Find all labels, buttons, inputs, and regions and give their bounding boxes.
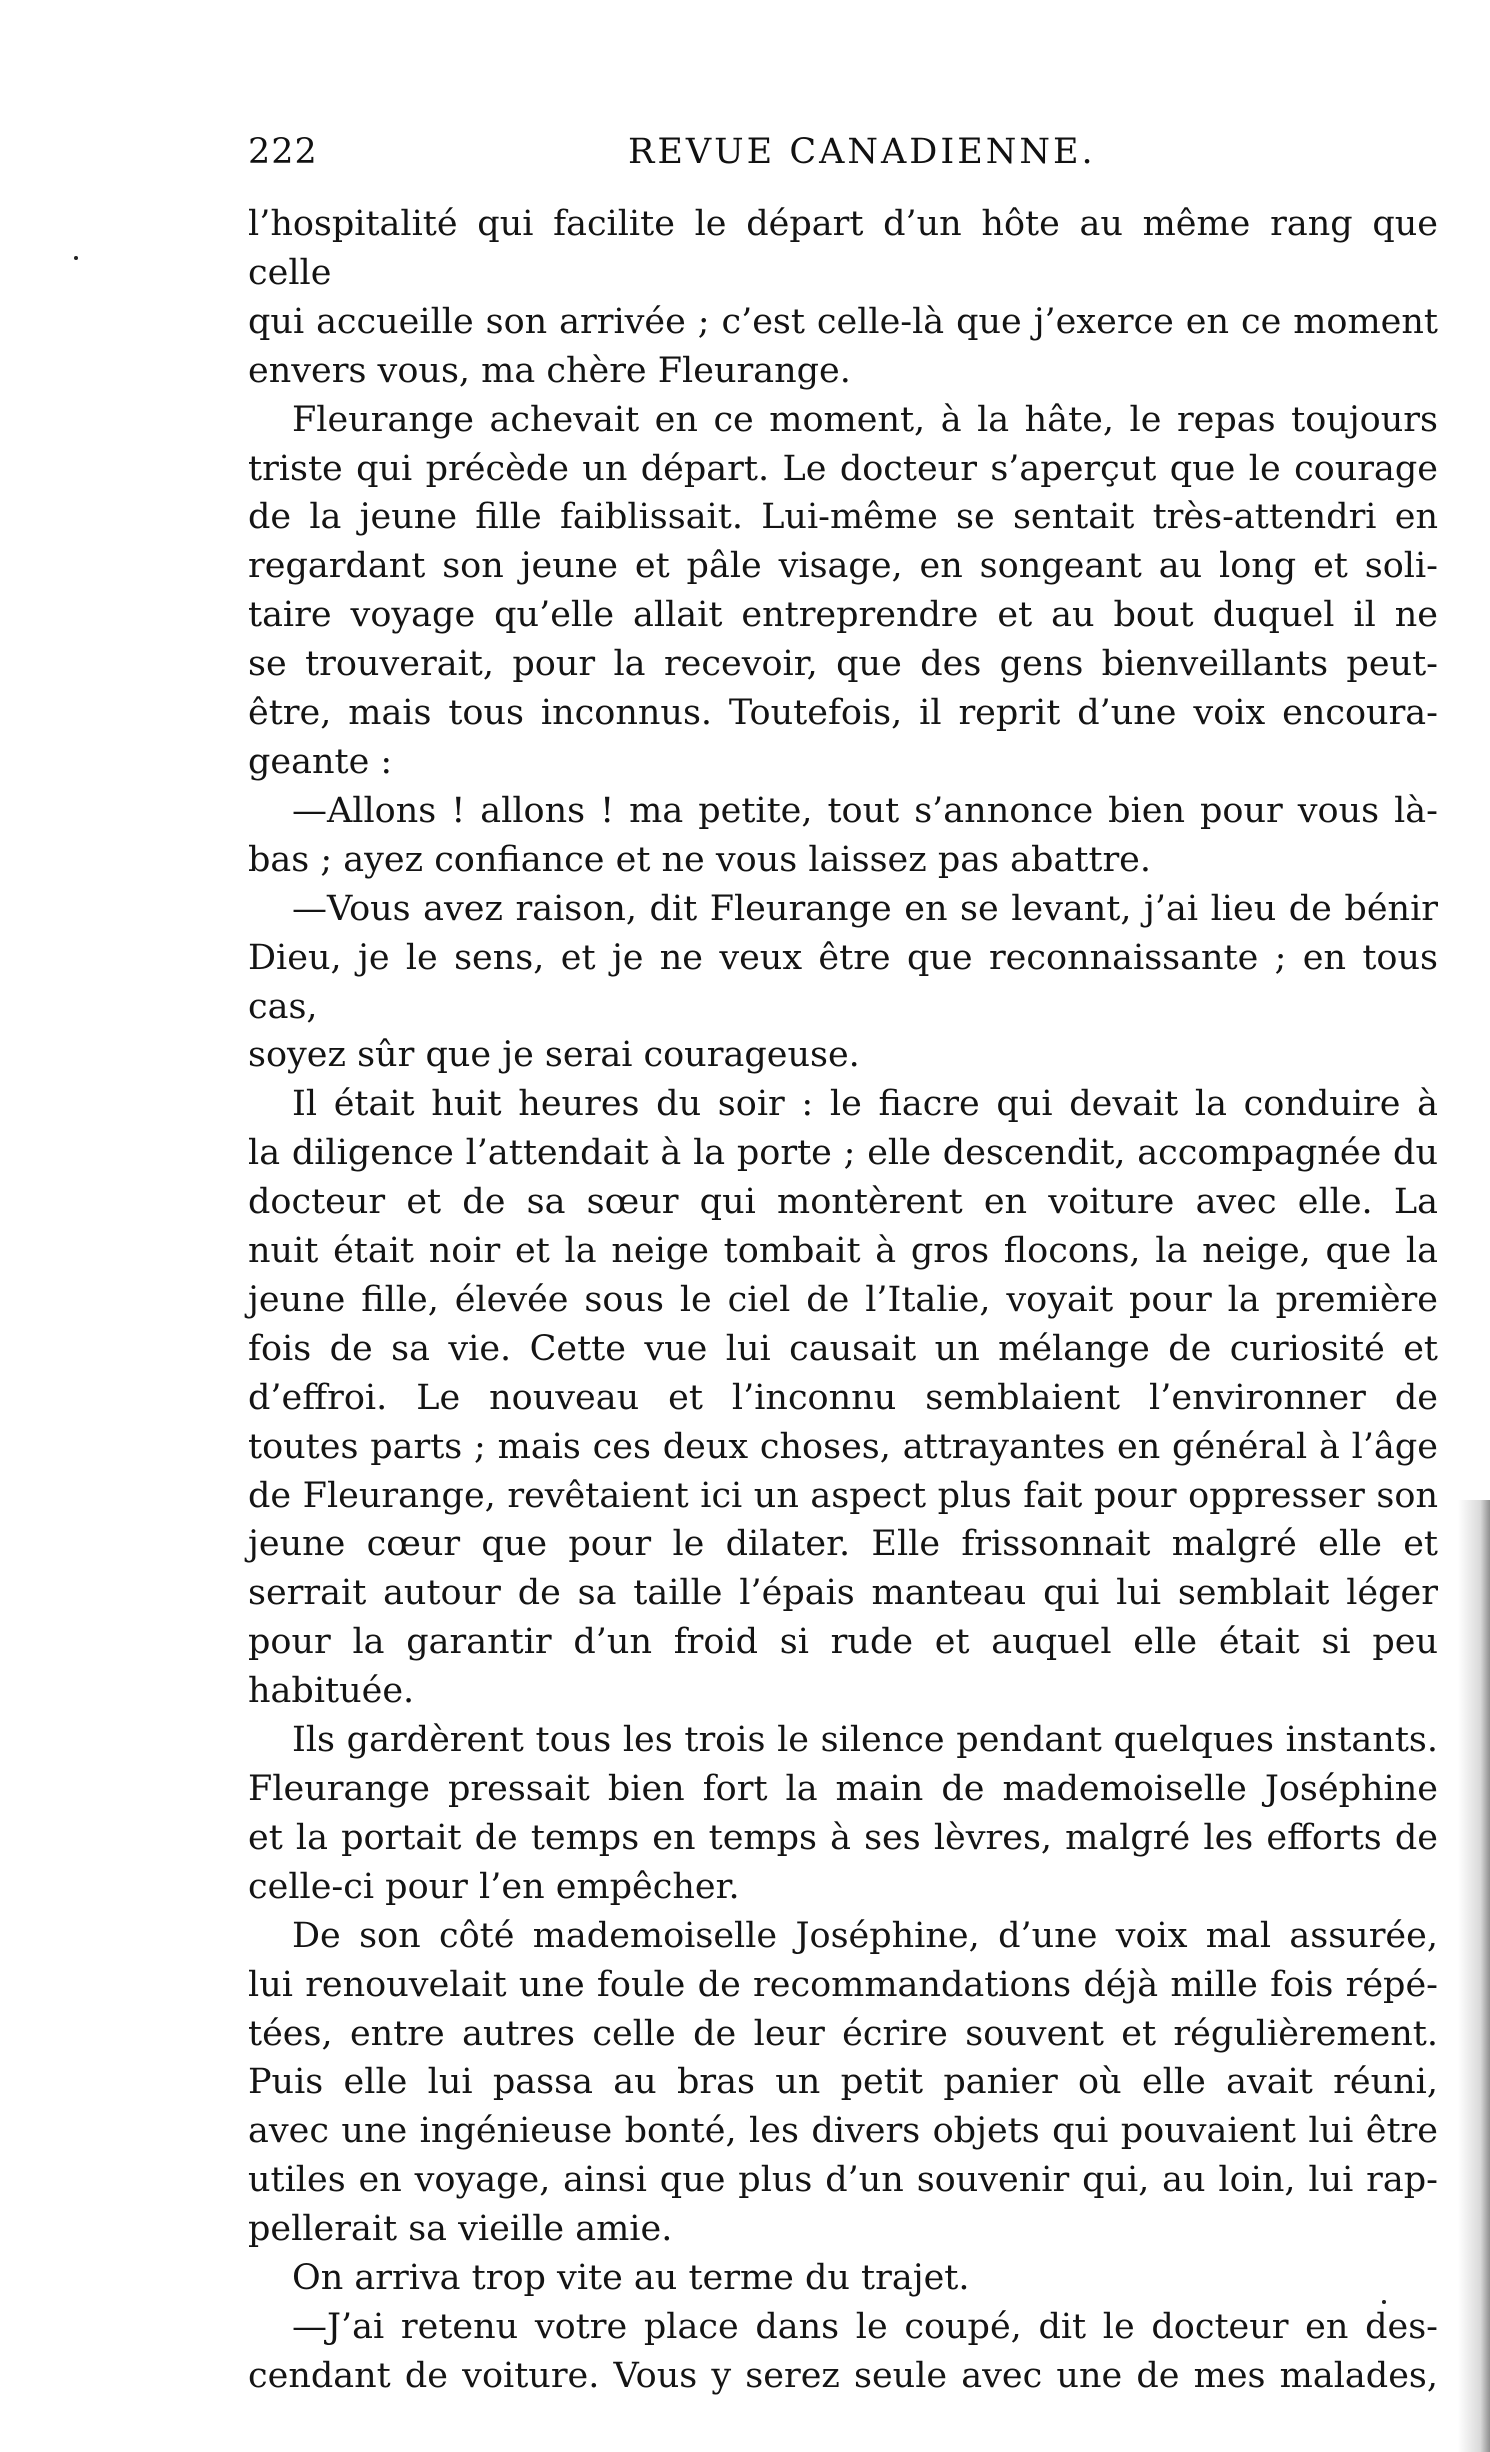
page-header [248,132,1104,182]
text-line: utiles en voyage, ainsi que plus d’un souvenir qui, au loin, lui rap- [248,2160,1438,2201]
ink-speck [74,256,78,260]
text-line: fois de sa vie. Cette vue lui causait un mélange de curiosité et [248,1328,1438,1369]
dialogue-line: —Allons ! allons ! ma petite, tout s’annonce bien pour vous là- [292,790,1438,831]
text-line: lui renouvelait une foule de recommandations déjà mille fois répé- [248,1964,1438,2005]
text-line: serrait autour de sa taille l’épais manteau qui lui semblait léger [248,1573,1438,1614]
text-line: d’effroi. Le nouveau et l’inconnu semblaient l’environner de [248,1377,1438,1418]
text-line: taire voyage qu’elle allait entreprendre et au bout duquel il ne [248,595,1438,636]
text-line: bas ; ayez confiance et ne vous laissez pas abattre. [248,839,1152,880]
text-line: pour la garantir d’un froid si rude et auquel elle était si peu [248,1622,1438,1663]
text-line: envers vous, ma chère Fleurange. [248,350,851,391]
paragraph-first-line: On arriva trop vite au terme du trajet. [292,2258,970,2299]
text-line: toutes parts ; mais ces deux choses, attrayantes en général à l’âge [248,1426,1438,1467]
paragraph-first-line: Ils gardèrent tous les trois le silence pendant quelques instants. [292,1720,1438,1761]
text-line: tées, entre autres celle de leur écrire souvent et régulièrement. [248,2013,1438,2054]
text-line: la diligence l’attendait à la porte ; elle descendit, accompagnée du [248,1133,1438,1174]
dialogue-line: —J’ai retenu votre place dans le coupé, dit le docteur en des- [292,2306,1438,2347]
binding-gutter-shadow [1458,1500,1490,2452]
text-line: avec une ingénieuse bonté, les divers objets qui pouvaient lui être [248,2111,1438,2152]
ink-speck [1382,2300,1386,2304]
text-line: habituée. [248,1671,415,1712]
text-line: cendant de voiture. Vous y serez seule avec une de mes malades, [248,2355,1438,2396]
text-line: se trouverait, pour la recevoir, que des gens bienveillants peut- [248,644,1438,685]
dialogue-line: —Vous avez raison, dit Fleurange en se levant, j’ai lieu de bénir [292,888,1438,929]
text-line: regardant son jeune et pâle visage, en songeant au long et soli- [248,546,1438,587]
text-line: et la portait de temps en temps à ses lèvres, malgré les efforts de [248,1817,1438,1858]
page-number: 222 [248,132,318,172]
text-line: être, mais tous inconnus. Toutefois, il reprit d’une voix encoura- [248,693,1438,734]
text-line: jeune fille, élevée sous le ciel de l’Italie, voyait pour la première [248,1279,1438,1320]
text-line: de la jeune fille faiblissait. Lui-même se sentait très-attendri en [248,497,1438,538]
paragraph-first-line: De son côté mademoiselle Joséphine, d’une voix mal assurée, [292,1915,1438,1956]
paragraph-first-line: Fleurange achevait en ce moment, à la hâte, le repas toujours [292,399,1438,440]
text-line: pellerait sa vieille amie. [248,2209,673,2250]
text-line: qui accueille son arrivée ; c’est celle-là que j’exerce en ce moment [248,301,1438,342]
paragraph-first-line: Il était huit heures du soir : le fiacre qui devait la conduire à [292,1084,1438,1125]
text-line: Dieu, je le sens, et je ne veux être que reconnaissante ; en tous cas, [248,937,1438,1027]
text-line: docteur et de sa sœur qui montèrent en voiture avec elle. La [248,1182,1438,1223]
text-line: Puis elle lui passa au bras un petit panier où elle avait réuni, [248,2062,1438,2103]
body-text [248,200,1438,2401]
text-line: Fleurange pressait bien fort la main de mademoiselle Joséphine [248,1769,1438,1809]
text-line: l’hospitalité qui facilite le départ d’un hôte au même rang que celle [248,204,1438,293]
text-line: celle-ci pour l’en empêcher. [248,1866,740,1907]
running-title: REVUE CANADIENNE. [628,132,1096,172]
text-line: soyez sûr que je serai courageuse. [248,1035,860,1076]
text-line: de Fleurange, revêtaient ici un aspect plus fait pour oppresser son [248,1475,1438,1516]
text-line: nuit était noir et la neige tombait à gros flocons, la neige, que la [248,1231,1438,1272]
text-line: geante : [248,741,393,782]
text-line: jeune cœur que pour le dilater. Elle frissonnait malgré elle et [248,1524,1438,1565]
text-line: triste qui précède un départ. Le docteur s’aperçut que le courage [248,448,1438,489]
